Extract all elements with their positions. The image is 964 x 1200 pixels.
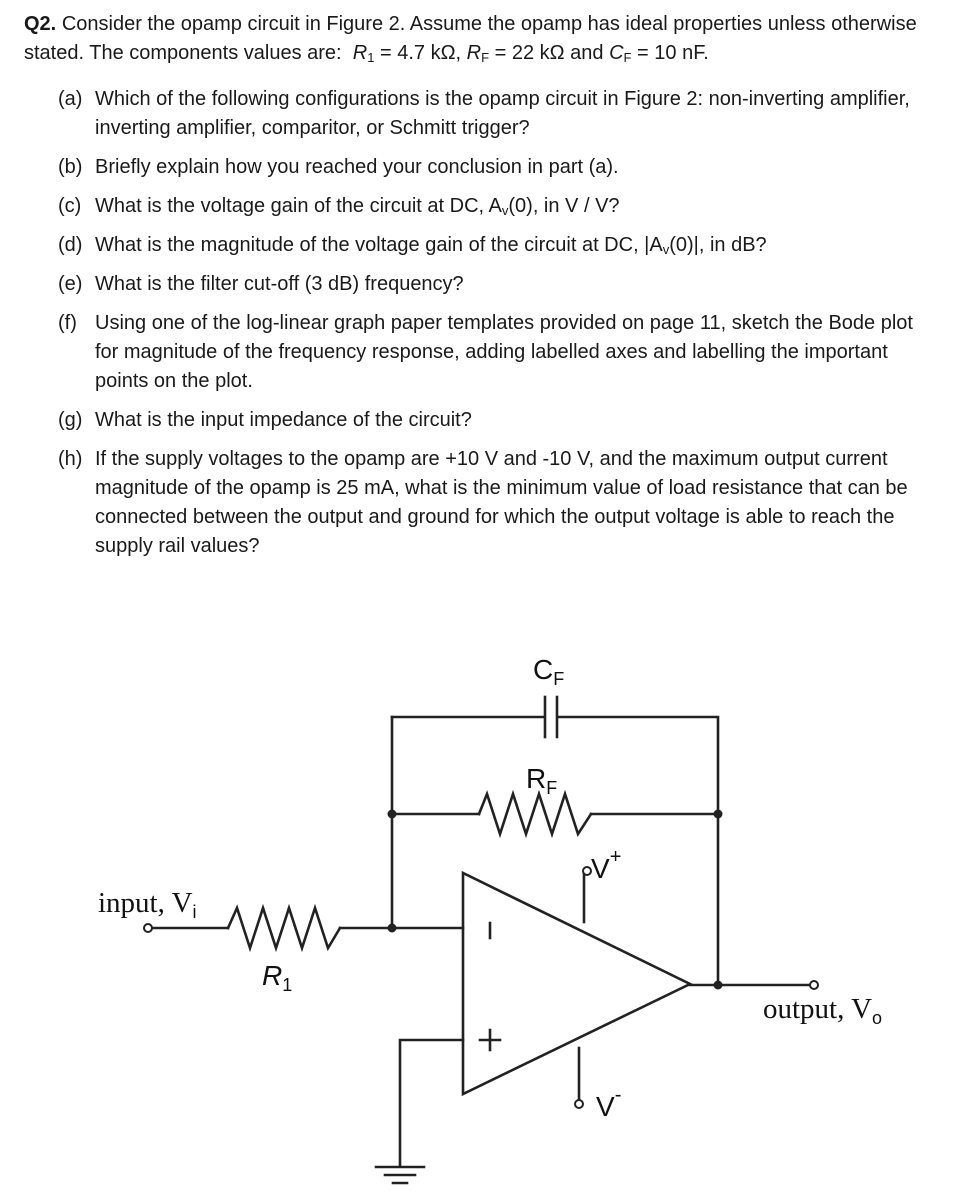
question-part-d	[58, 231, 939, 260]
part-label: (b)	[58, 156, 83, 178]
junction-dot	[388, 924, 397, 933]
noninverting-input-wire	[400, 1040, 463, 1166]
cf-label: $C_F$	[533, 654, 565, 689]
question-part-a	[58, 85, 939, 143]
question-part-g	[58, 406, 939, 435]
opamp-circuit-diagram	[0, 640, 964, 1200]
part-text: What is the voltage gain of the circuit at DC, $A_v(0)$, in V / V?	[95, 195, 620, 218]
question-part-e	[58, 270, 939, 299]
part-label: (e)	[58, 273, 83, 295]
part-text: What is the filter cut-off (3 dB) frequency?	[95, 273, 464, 295]
part-label: (c)	[58, 195, 82, 217]
part-label: (g)	[58, 409, 83, 431]
question-part-b	[58, 153, 939, 182]
part-text: What is the input impedance of the circuit?	[95, 409, 472, 431]
vplus-terminal	[583, 867, 591, 875]
intro-line-1: Consider the opamp circuit in Figure 2. Assume the opamp has ideal properties unless	[61, 13, 826, 35]
vplus-label: V+	[591, 846, 622, 884]
question-part-c	[58, 192, 939, 221]
question-part-h	[58, 445, 939, 561]
question-number: Q2.	[24, 13, 57, 35]
part-text: Using one of the log-linear graph paper templates provided on page 11, sketch the Bode plot for magnitude of the frequency response, adding labelled axes and labelling the important points on the plot.	[95, 312, 913, 392]
part-text: If the supply voltages to the opamp are +10 V and -10 V, and the maximum output current magnitude of the opamp is 25 mA, what is the minimum value of load resistance that can be connected between the output and ground for which the output voltage is able to reach the supply rail values?	[95, 448, 908, 557]
output-terminal	[810, 981, 818, 989]
opamp-triangle	[463, 873, 690, 1094]
part-text: What is the magnitude of the voltage gain of the circuit at DC, $|A_v(0)|$, in dB?	[95, 234, 767, 257]
part-label: (h)	[58, 448, 83, 470]
part-label: (a)	[58, 88, 83, 110]
rf-resistor	[479, 794, 591, 834]
part-label: (d)	[58, 234, 83, 256]
cf-wire-top-right	[558, 717, 718, 985]
input-terminal	[144, 924, 152, 932]
question-parts	[24, 85, 939, 561]
component-rf: $R_F = 22$ kΩ and	[466, 42, 610, 65]
intro-line-2: otherwise stated. The components values are:	[24, 13, 917, 64]
junction-dot	[388, 810, 397, 819]
question-block	[24, 10, 939, 571]
part-label: (f)	[58, 312, 77, 334]
junction-dot	[714, 981, 723, 990]
vminus-label: V-	[596, 1084, 622, 1122]
output-label: output, $V_o$	[763, 993, 883, 1028]
vminus-terminal	[575, 1100, 583, 1108]
component-cf: $C_F = 10$ nF.	[609, 42, 709, 65]
rf-label: $R_F$	[526, 763, 558, 798]
question-intro	[24, 10, 939, 68]
junction-dot	[714, 810, 723, 819]
part-text: Briefly explain how you reached your conclusion in part (a).	[95, 156, 619, 178]
question-part-f	[58, 309, 939, 396]
part-text: Which of the following configurations is the opamp circuit in Figure 2: non-inverting amplifier, inverting amplifier, comparitor, or Schmitt trigger?	[95, 88, 910, 139]
r1-label: $R_1$	[262, 960, 293, 995]
component-r1: $R_1 = 4.7$ kΩ,	[352, 42, 467, 65]
r1-resistor	[228, 908, 340, 948]
input-label: input, $V_i$	[98, 887, 197, 922]
